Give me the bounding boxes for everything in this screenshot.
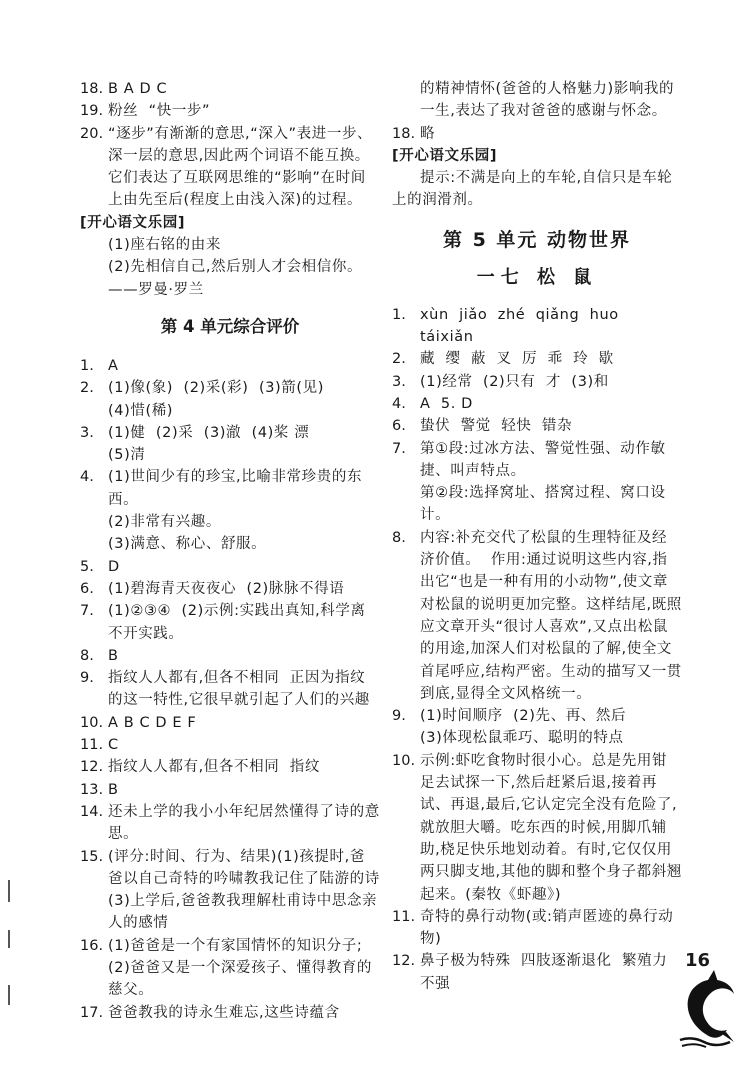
item-text: A: [108, 357, 119, 374]
continued-text: 的精神情怀(爸爸的人格魅力)影响我的一生,表达了我对爸爸的感谢与怀念。: [420, 81, 675, 120]
lesson-title: 一七 松 鼠: [476, 266, 598, 288]
item-text: 示例:虾吃食物时很小心。总是先用钳足去试探一下,然后赶紧后退,接着再试、再退,最后,它认定完全没有危险了,就放胆大嚼。吃东西的时候,用脚爪辅助,桡足快乐地划动着。有时,它仅仅用两只脚支地,其他的脚和整个身子都斜翘起来。(秦牧《虾趣》): [420, 752, 682, 903]
item-number: 12.: [392, 953, 416, 970]
item-text: 还未上学的我小小年纪居然懂得了诗的意思。: [108, 803, 380, 843]
kaixin-text: 提示:不满是向上的车轮,自信只是车轮上的润滑剂。: [392, 170, 673, 209]
item-number: 4.: [392, 395, 406, 412]
item-number: 3.: [392, 373, 406, 390]
item-number: 16.: [80, 937, 104, 954]
item-text: (1)②③④ (2)示例:实践出真知,科学离不开实践。: [108, 603, 366, 642]
item-number: 2.: [392, 351, 406, 368]
left-column: [80, 78, 391, 1024]
answer-item: [392, 304, 682, 349]
item-text: 鼻子极为特殊 四肢逐渐退化 繁殖力不强: [420, 953, 668, 992]
item-number: 5.: [80, 558, 94, 575]
item-number: 18.: [80, 81, 104, 97]
answer-item: [392, 371, 682, 393]
answer-item: [80, 466, 380, 555]
answer-item: [80, 556, 380, 578]
item-text: B A D C: [108, 81, 168, 97]
answer-item: [392, 348, 682, 370]
answer-item: [392, 393, 682, 415]
item-text: D: [108, 558, 120, 575]
answer-item: [80, 756, 380, 778]
item-number: 8.: [80, 647, 94, 664]
unit4-title: 第 4 单元综合评价: [160, 316, 300, 336]
item-text: 指纹人人都有,但各不相同 正因为指纹的这一特性,它很早就引起了人们的兴趣: [108, 670, 370, 709]
answer-item: [392, 123, 682, 145]
item-text: (1)碧海青天夜夜心 (2)脉脉不得语: [108, 580, 345, 597]
item-text: (1)世间少有的珍宝,比喻非常珍贵的东西。 (2)非常有兴趣。 (3)满意、称心、舒服。: [108, 469, 363, 553]
item-number: 8.: [392, 529, 406, 546]
item-number: 1.: [80, 357, 94, 374]
item-number: 12.: [80, 759, 104, 776]
item-number: 13.: [80, 781, 104, 798]
item-number: 2.: [80, 380, 94, 397]
item-text: 奇特的鼻行动物(或:销声匿迹的鼻行动物): [420, 908, 674, 948]
item-number: 6.: [80, 580, 94, 597]
answer-item: [80, 935, 380, 1002]
item-number: 6.: [392, 418, 406, 435]
binding-mark: [8, 985, 10, 1005]
answer-item: [80, 712, 380, 734]
item-text: (1)像(象) (2)采(彩) (3)箭(见) (4)惜(稀): [108, 380, 324, 419]
item-number: 14.: [80, 803, 104, 820]
answer-item: [392, 438, 682, 527]
answer-item: [80, 1002, 380, 1024]
item-text: 粉丝 “快一步”: [108, 103, 211, 120]
item-number: 4.: [80, 469, 94, 486]
binding-mark: [8, 930, 10, 948]
item-text: “逐步”有渐渐的意思,“深入”表进一步、深一层的意思,因此两个词语不能互换。它们表达了互联网思维的“影响”在时间上由先至后(程度上由浅入深)的过程。: [108, 125, 373, 209]
item-number: 11.: [392, 908, 416, 925]
answer-item: [392, 705, 682, 750]
answer-item: [80, 422, 380, 467]
item-number: 20.: [80, 125, 104, 142]
item-text: xùn jiǎo zhé qiǎng huo táixiǎn: [420, 306, 619, 346]
item-text: 略: [420, 125, 436, 142]
right-column: [392, 78, 682, 995]
item-text: (评分:时间、行为、结果)(1)孩提时,爸爸以自己奇特的吟啸教我记住了陆游的诗 (3)上学后,爸爸教我理解杜甫诗中思念亲人的感情: [108, 848, 391, 932]
answer-item: [80, 846, 391, 935]
answer-item: [80, 355, 380, 377]
answer-item: [80, 78, 380, 100]
item-text: B: [108, 781, 119, 798]
answer-item: [80, 645, 380, 667]
answer-item: [392, 906, 682, 951]
item-text: 蛰伏 警觉 轻快 错杂: [420, 418, 573, 435]
answer-item: [392, 750, 682, 906]
answer-item: [80, 123, 380, 212]
item-text: (1)时间顺序 (2)先、再、然后 (3)体现松鼠乖巧、聪明的特点: [420, 708, 627, 747]
answer-item: [80, 667, 380, 712]
item-text: 藏 缨 蔽 叉 厉 乖 玲 歇: [420, 351, 614, 368]
item-number: 7.: [392, 440, 406, 457]
answer-item: [80, 779, 380, 801]
item-text: (1)爸爸是一个有家国情怀的知识分子;(2)爸爸又是一个深爱孩子、懂得教育的慈父。: [108, 937, 372, 999]
kaixin-line: (1)座右铭的由来: [108, 237, 221, 254]
answer-item: [80, 578, 380, 600]
item-text: 爸爸教我的诗永生难忘,这些诗蕴含: [108, 1004, 340, 1021]
item-number: 11.: [80, 737, 104, 754]
unit5-title: 第 5 单元 动物世界: [442, 228, 632, 251]
answer-item: [80, 600, 380, 645]
page-number: 16: [685, 950, 711, 971]
kaixin-line: (2)先相信自己,然后别人才会相信你。——罗曼·罗兰: [108, 259, 363, 298]
item-text: 指纹人人都有,但各不相同 指纹: [108, 759, 320, 776]
item-number: 9.: [392, 708, 406, 725]
answer-item: [80, 377, 380, 422]
item-number: 7.: [80, 603, 94, 620]
item-text: A 5. D: [420, 395, 473, 412]
answer-item: [80, 801, 380, 846]
item-number: 1.: [392, 306, 406, 323]
item-text: (1)经常 (2)只有 才 (3)和: [420, 373, 609, 390]
answer-item: [392, 950, 682, 995]
answer-item: [80, 100, 380, 122]
answer-item: [392, 415, 682, 437]
item-text: 第①段:过冰方法、警觉性强、动作敏捷、叫声特点。 第②段:选择窝址、搭窝过程、窝口设计。: [420, 440, 666, 524]
answer-item: [392, 527, 682, 705]
item-number: 10.: [80, 714, 104, 731]
item-text: 内容:补充交代了松鼠的生理特征及经济价值。 作用:通过说明这些内容,指出它“也是一种有用的小动物”,使文章对松鼠的说明更加完整。这样结尾,既照应文章开头“很讨人喜欢”,又点出松鼠的用途,加深人们对松鼠的了解,使全文首尾呼应,结构严密。生动的描写又一贯到底,显得全文风格统一。: [420, 529, 682, 702]
answer-item: [80, 734, 380, 756]
item-number: 17.: [80, 1004, 104, 1021]
item-number: 19.: [80, 103, 104, 120]
item-number: 3.: [80, 424, 94, 441]
binding-mark: [8, 880, 10, 902]
item-text: B: [108, 647, 119, 664]
item-text: (1)健 (2)采 (3)澈 (4)桨 漂 (5)清: [108, 424, 310, 464]
item-number: 15.: [80, 848, 104, 865]
item-text: C: [108, 737, 119, 754]
item-number: 9.: [80, 670, 94, 687]
item-number: 10.: [392, 752, 416, 769]
dolphin-icon: [672, 960, 742, 1050]
kaixin-header: [开心语文乐园]: [392, 147, 498, 164]
item-number: 18.: [392, 125, 416, 142]
item-text: A B C D E F: [108, 714, 197, 731]
kaixin-header: [开心语文乐园]: [80, 214, 186, 231]
